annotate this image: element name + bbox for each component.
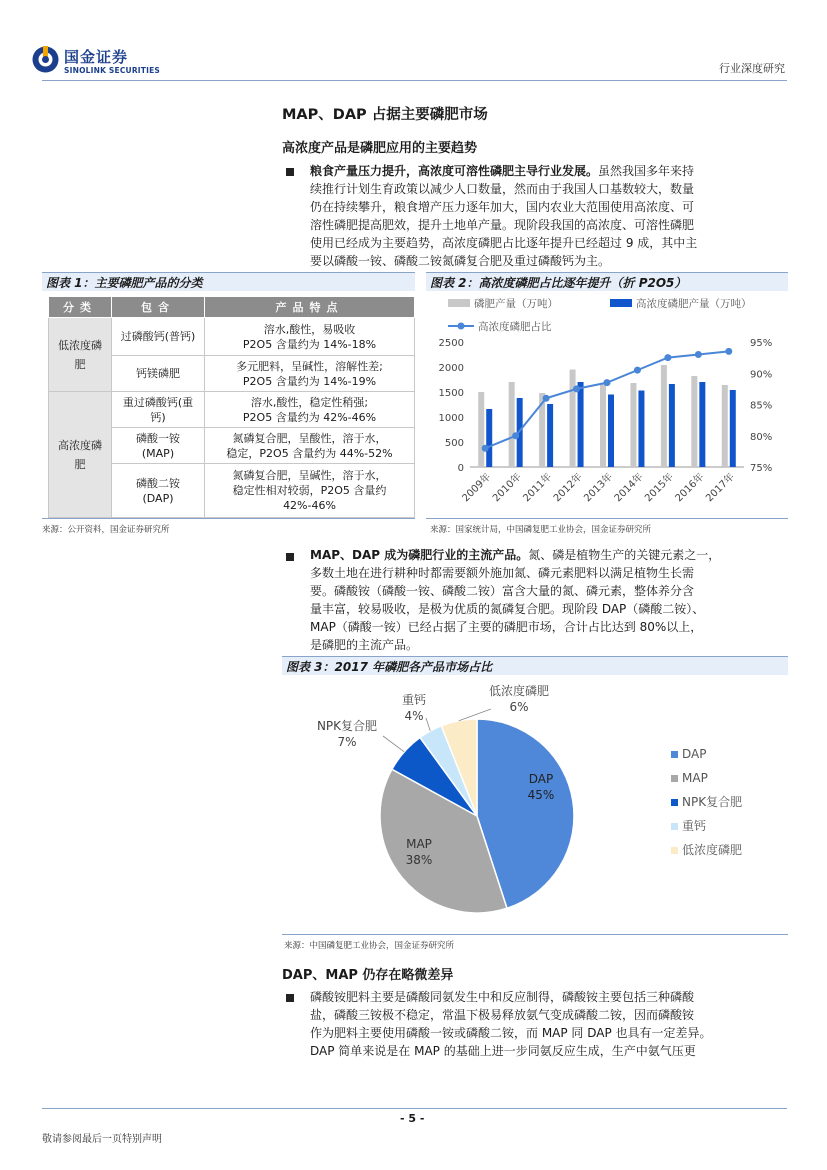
x-tick-label: 2009年	[460, 471, 494, 505]
para3-line-3: 作为肥料主要使用磷酸一铵或磷酸二铵，而 MAP 同 DAP 也具有一定差异。	[310, 1026, 712, 1040]
pie-leader-line	[383, 736, 404, 752]
row-name: 磷酸一铵(MAP)	[112, 428, 205, 464]
x-tick-label: 2014年	[612, 471, 646, 505]
bar-total	[600, 385, 606, 468]
row-name: 钙镁磷肥	[112, 356, 205, 392]
legend-marker-share	[458, 323, 465, 330]
table-header-row	[49, 297, 415, 318]
legend-swatch-high	[610, 299, 632, 307]
share-point	[482, 445, 489, 452]
fig2-caption: 图表 2：高浓度磷肥占比逐年提升（折 P2O5）	[430, 276, 687, 290]
pie-slice-name: MAP	[406, 837, 432, 851]
bullet-2	[286, 553, 294, 561]
y-tick-label: 0	[457, 463, 464, 474]
y-tick-label: 500	[444, 438, 464, 449]
fig3-caption: 图表 3：2017 年磷肥各产品市场占比	[286, 660, 493, 674]
bar-high-conc	[669, 384, 675, 467]
bar-high-conc	[486, 409, 492, 467]
header-rule	[42, 80, 787, 81]
legend-label-total: 磷肥产量（万吨）	[474, 298, 558, 310]
bar-total	[630, 383, 636, 467]
fig1-bottom-rule	[42, 518, 415, 519]
group-high: 高浓度磷肥	[49, 392, 112, 518]
para2-line-3: 要。磷酸铵（磷酸一铵、磷酸二铵）富含大量的氮、磷元素，整体养分含	[310, 584, 695, 598]
para1-line-1	[310, 162, 786, 180]
para2-line-1	[310, 546, 786, 564]
market-share-pie-chart	[282, 676, 788, 934]
pie-slice-name: 重钙	[401, 693, 427, 707]
bar-total	[661, 365, 667, 467]
y-tick-label: 2000	[438, 363, 464, 374]
paragraph-1	[310, 162, 786, 270]
section-title: MAP、DAP 占据主要磷肥市场	[282, 107, 488, 123]
para2-line-4: 量丰富，较易吸收，是极为优质的氮磷复合肥。现阶段 DAP（磷酸二铵）、	[310, 602, 705, 616]
legend-swatch	[671, 823, 678, 830]
y2-tick-label: 95%	[750, 338, 773, 349]
bar-total	[722, 385, 728, 467]
share-point	[664, 354, 671, 361]
para2-line-6: 是磷肥的主流产品。	[310, 638, 419, 652]
subsection-title-2: DAP、MAP 仍存在略微差异	[282, 968, 454, 983]
logo-text-en: SINOLINK SECURITIES	[64, 66, 161, 75]
x-tick-label: 2011年	[521, 471, 555, 505]
para2-line-5: MAP（磷酸一铵）已经占据了主要的磷肥市场，合计占比达到 80%以上，	[310, 620, 703, 634]
legend-swatch-total	[448, 299, 470, 307]
para3-line-2: 盐，磷酸三铵极不稳定，常温下极易释放氨气变成磷酸二铵，因而磷酸铵	[310, 1008, 695, 1022]
share-point	[634, 367, 641, 374]
x-tick-label: 2017年	[704, 471, 737, 505]
pie-slice-percent: 38%	[405, 853, 433, 867]
col-header-includes: 包含	[112, 297, 205, 318]
legend-label-high: 高浓度磷肥产量（万吨）	[636, 298, 752, 310]
y2-tick-label: 80%	[750, 431, 773, 443]
logo-icon	[32, 46, 59, 73]
pie-slice-percent: 7%	[337, 735, 357, 749]
bar-high-conc	[638, 391, 644, 468]
bar-high-conc	[730, 390, 736, 467]
row-desc: 溶水,酸性，稳定性稍强; P2O5 含量约为 42%-46%	[205, 392, 415, 428]
share-point	[725, 348, 732, 355]
share-point	[573, 385, 580, 392]
x-tick-label: 2013年	[582, 471, 616, 505]
col-header-features: 产品特点	[205, 297, 415, 318]
para1-line-4: 溶性磷肥提高肥效，提升土地单产量。现阶段我国的高浓度、可溶性磷肥	[310, 218, 695, 232]
bullet-1	[286, 168, 294, 176]
x-tick-label: 2015年	[643, 471, 677, 505]
y-tick-label: 1000	[438, 413, 464, 424]
para1-line-6: 要以磷酸一铵、磷酸二铵氮磷复合肥及重过磷酸钙为主。	[310, 254, 611, 268]
para2-line-1-rest: 氮、磷是植物生产的关键元素之一，	[528, 548, 721, 562]
y-tick-label: 2500	[438, 338, 464, 349]
pie-slice-percent: 6%	[509, 700, 529, 714]
row-name: 过磷酸钙(普钙)	[112, 318, 205, 356]
bar-high-conc	[578, 382, 584, 467]
pie-slice-percent: 4%	[404, 709, 424, 723]
fig1-source: 来源：公开资料，国金证券研究所	[42, 525, 170, 535]
y-tick-label: 1500	[438, 388, 464, 399]
group-low: 低浓度磷肥	[49, 318, 112, 392]
bullet-3	[286, 994, 294, 1002]
para2-bold: MAP、DAP 成为磷肥行业的主流产品。	[310, 548, 529, 562]
legend-label-share: 高浓度磷肥占比	[478, 321, 552, 333]
share-point	[695, 351, 702, 358]
phosphate-production-chart	[426, 292, 788, 518]
table-row	[49, 392, 415, 428]
share-point	[512, 432, 519, 439]
fig1-caption: 图表 1：主要磷肥产品的分类	[46, 276, 203, 290]
share-point	[543, 395, 550, 402]
pie-slice-percent: 45%	[527, 788, 555, 802]
legend-swatch	[671, 775, 678, 782]
logo-text-cn: 国金证券	[64, 48, 129, 66]
legend-swatch	[671, 799, 678, 806]
legend-label: MAP	[682, 771, 708, 785]
report-type: 行业深度研究	[719, 62, 785, 75]
legend-swatch	[671, 751, 678, 758]
page-number: - 5 -	[400, 1112, 425, 1125]
row-name: 重过磷酸钙(重钙)	[112, 392, 205, 428]
pie-slice-name: NPK复合肥	[316, 719, 378, 733]
fertilizer-table	[48, 296, 415, 518]
bar-total	[691, 376, 697, 467]
pie-slice-name: 低浓度磷肥	[488, 684, 550, 698]
bar-total	[570, 370, 576, 468]
bar-total	[509, 382, 515, 467]
x-tick-label: 2012年	[551, 471, 585, 505]
row-desc: 氮磷复合肥，呈酸性，溶于水， 稳定，P2O5 含量约为 44%-52%	[205, 428, 415, 464]
para1-bold: 粮食产量压力提升，高浓度可溶性磷肥主导行业发展。	[310, 164, 599, 178]
footer-rule	[42, 1108, 787, 1109]
share-point	[604, 379, 611, 386]
para3-line-1: 磷酸铵肥料主要是磷酸同氨发生中和反应制得，磷酸铵主要包括三种磷酸	[310, 990, 695, 1004]
para1-line-5: 使用已经成为主要趋势，高浓度磷肥占比逐年提升已经超过 9 成，其中主	[310, 236, 698, 250]
col-header-category: 分类	[49, 297, 112, 318]
para2-line-2: 多数土地在进行耕种时都需要额外施加氮、磷元素肥料以满足植物生长需	[310, 566, 695, 580]
fig3-source: 来源：中国磷复肥工业协会，国金证券研究所	[284, 941, 455, 951]
x-tick-label: 2016年	[673, 471, 707, 505]
row-name: 磷酸二铵(DAP)	[112, 464, 205, 518]
fig3-bottom-rule	[282, 934, 788, 935]
bar-high-conc	[699, 382, 705, 467]
bar-total	[478, 392, 484, 467]
fig2-bottom-rule	[426, 518, 788, 519]
paragraph-2	[310, 546, 786, 654]
table-row	[49, 318, 415, 356]
bar-high-conc	[608, 395, 614, 468]
para1-line-2: 续推行计划生育政策以减少人口数量，然而由于我国人口基数较大，数量	[310, 182, 695, 196]
row-desc: 氮磷复合肥，呈碱性，溶于水， 稳定性相对较弱，P2O5 含量约 42%-46%	[205, 464, 415, 518]
subsection-title-1: 高浓度产品是磷肥应用的主要趋势	[282, 141, 478, 156]
para1-line-1-rest: 虽然我国多年来持	[598, 164, 695, 178]
fig2-source: 来源：国家统计局，中国磷复肥工业协会，国金证券研究所	[430, 525, 652, 535]
para3-line-4: DAP 简单来说是在 MAP 的基础上进一步同氨反应生成，生产中氨气压更	[310, 1044, 696, 1058]
legend-label: NPK复合肥	[682, 795, 743, 809]
row-desc: 多元肥料，呈碱性，溶解性差; P2O5 含量约为 14%-19%	[205, 356, 415, 392]
bar-high-conc	[547, 404, 553, 467]
pie-leader-line	[426, 718, 430, 731]
para1-line-3: 仍在持续攀升，粮食增产压力逐年加大，国内农业大范围使用高浓度、可	[310, 200, 695, 214]
row-desc: 溶水,酸性，易吸收 P2O5 含量约为 14%-18%	[205, 318, 415, 356]
legend-swatch	[671, 847, 678, 854]
pie-slice-name: DAP	[528, 772, 554, 786]
x-tick-label: 2010年	[490, 471, 524, 505]
footer-notice: 敬请参阅最后一页特别声明	[42, 1134, 162, 1145]
y2-tick-label: 90%	[750, 369, 773, 381]
legend-label: 低浓度磷肥	[682, 843, 743, 857]
legend-label: 重钙	[682, 819, 707, 833]
paragraph-3	[310, 988, 786, 1060]
legend-label: DAP	[682, 747, 707, 761]
y2-tick-label: 85%	[750, 400, 773, 412]
y2-tick-label: 75%	[750, 463, 773, 474]
